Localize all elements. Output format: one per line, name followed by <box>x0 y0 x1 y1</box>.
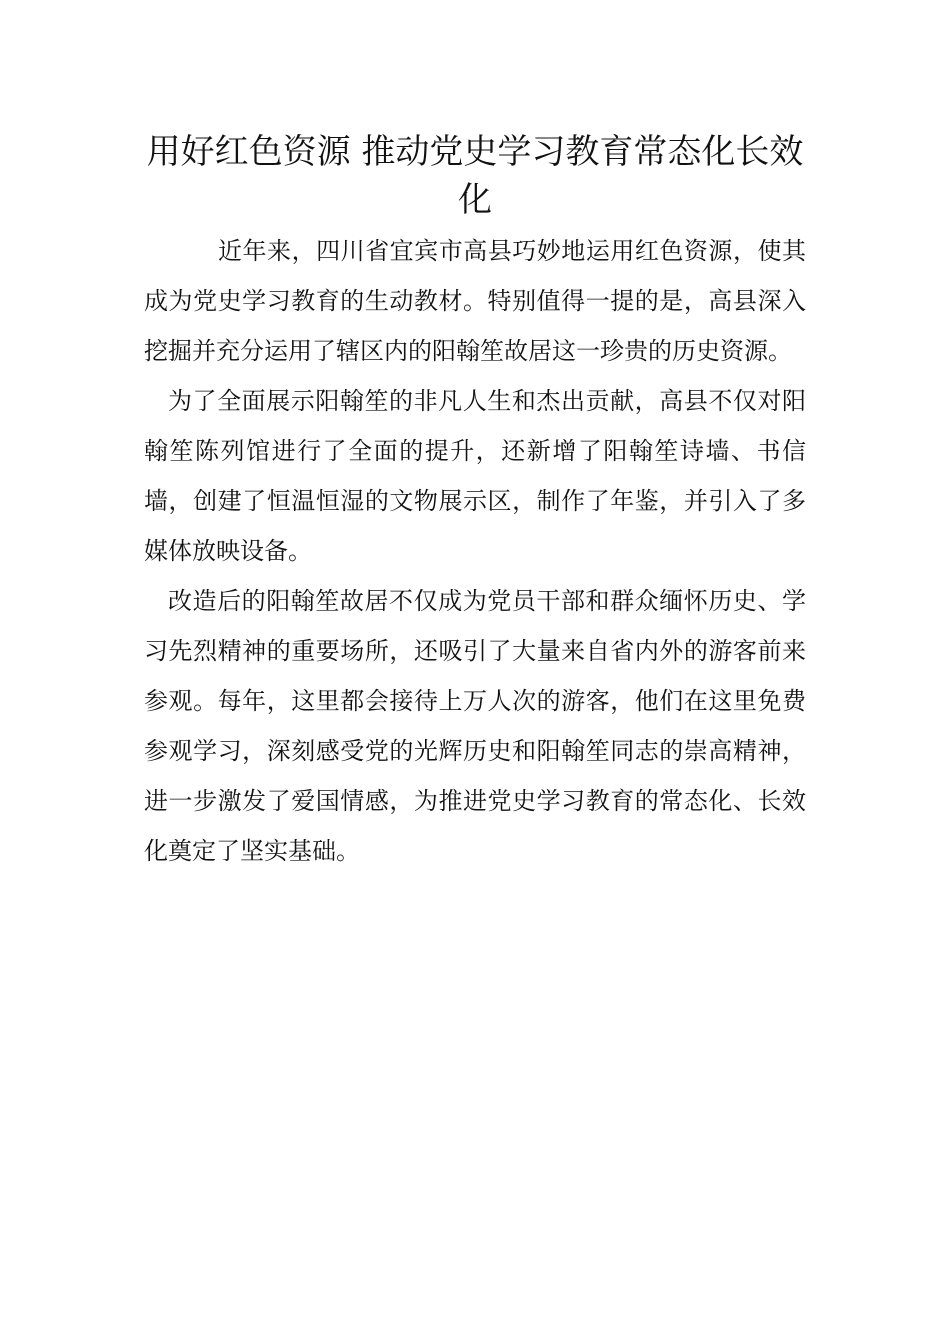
paragraph-2: 为了全面展示阳翰笙的非凡人生和杰出贡献，高县不仅对阳翰笙陈列馆进行了全面的提升，还新增了阳翰笙诗墙、书信墙，创建了恒温恒湿的文物展示区，制作了年鉴，并引入了多媒体放映设备。 <box>144 387 806 565</box>
paragraph-3: 改造后的阳翰笙故居不仅成为党员干部和群众缅怀历史、学习先烈精神的重要场所，还吸引了大量来自省内外的游客前来参观。每年，这里都会接待上万人次的游客，他们在这里免费参观学习，深刻感受党的光辉历史和阳翰笙同志的崇高精神，进一步激发了爱国情感，为推进党史学习教育的常态化、长效化奠定了坚实基础。 <box>144 587 806 865</box>
document-title: 用好红色资源 推动党史学习教育常态化长效化 <box>146 132 804 220</box>
document-body <box>144 226 806 876</box>
paragraph-1: 近年来，四川省宜宾市高县巧妙地运用红色资源，使其成为党史学习教育的生动教材。特别值得一提的是，高县深入挖掘并充分运用了辖区内的阳翰笙故居这一珍贵的历史资源。 <box>144 237 806 365</box>
